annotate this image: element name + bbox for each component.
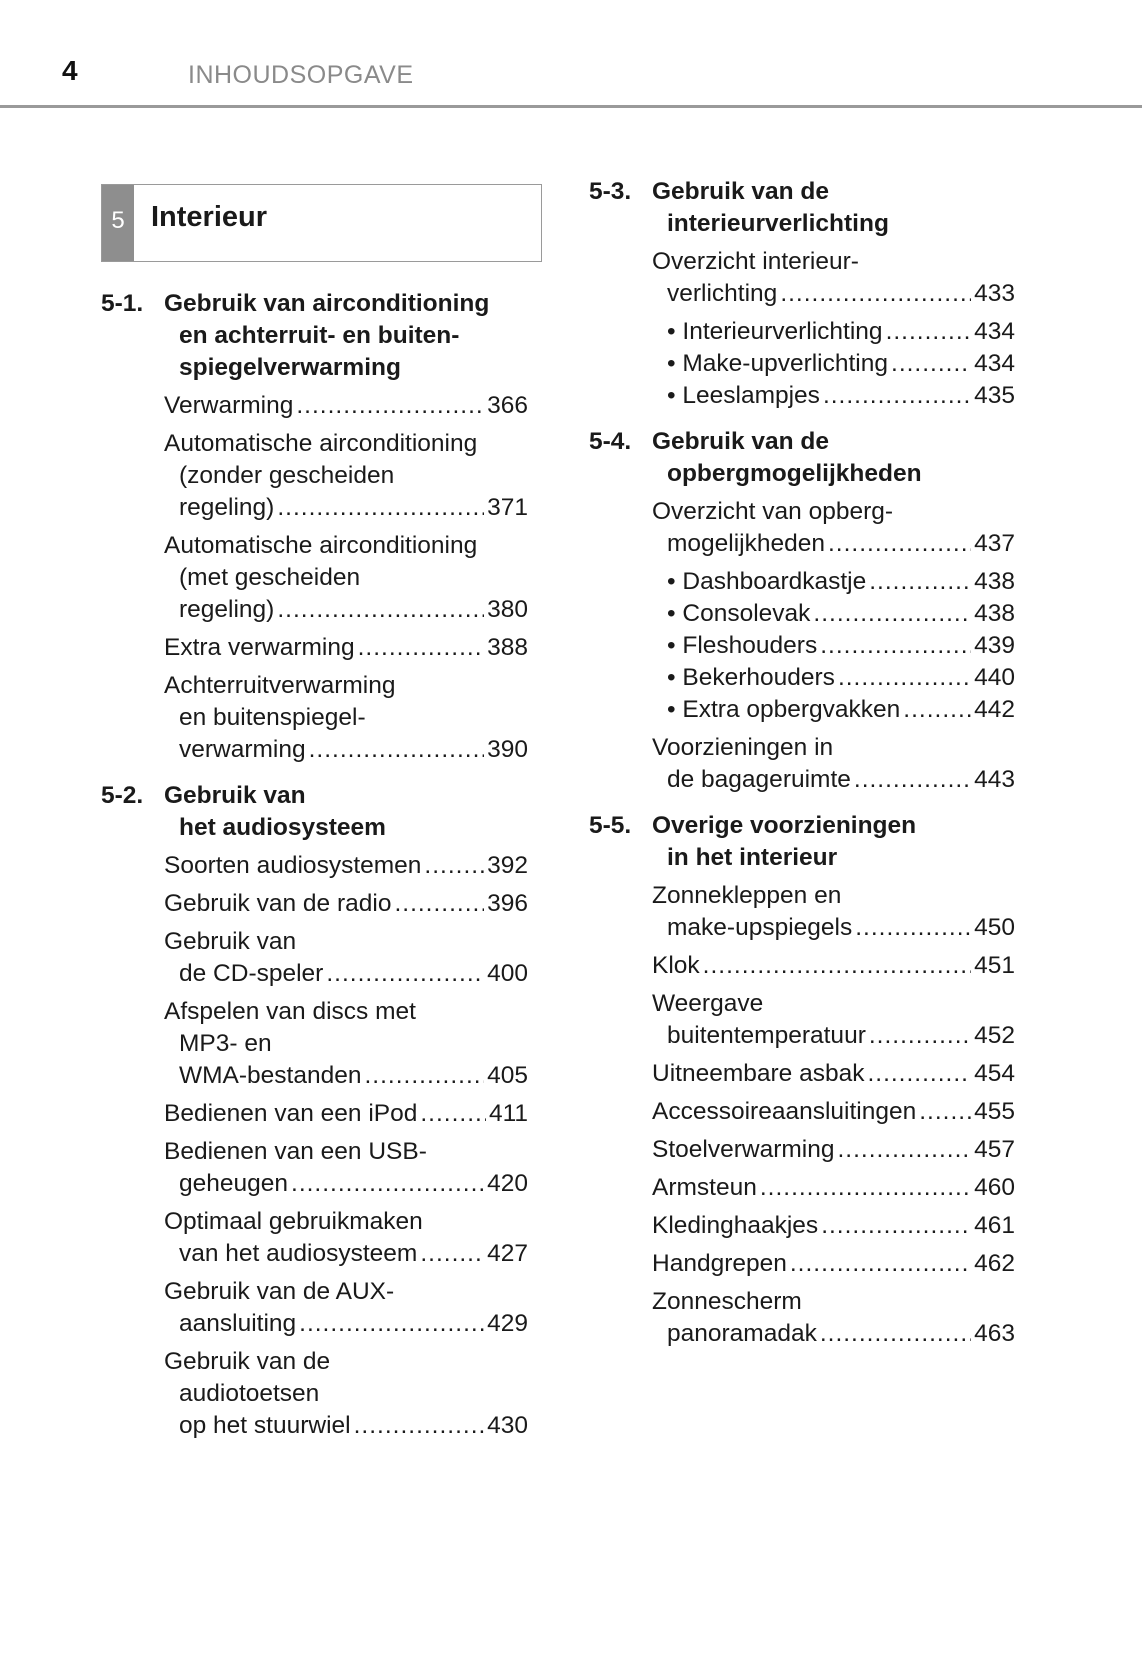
- entry-label-line: Afspelen van discs met: [164, 998, 416, 1025]
- section-heading: [589, 810, 1015, 874]
- dot-leader: [823, 380, 971, 412]
- entry-page-number: 462: [974, 1250, 1015, 1277]
- entry-page-number: 371: [487, 494, 528, 521]
- toc-entries: [164, 390, 528, 780]
- entry-label: Kledinghaakjes: [652, 1212, 819, 1239]
- toc-entry[interactable]: [652, 630, 1015, 662]
- section-title-line: in het interieur: [667, 844, 838, 871]
- section-heading: [589, 176, 1015, 240]
- toc-entry[interactable]: [164, 1346, 528, 1442]
- entry-page-number: 400: [487, 960, 528, 987]
- dot-leader: [358, 632, 485, 664]
- entry-label: • Make-upverlichting: [667, 350, 889, 377]
- entry-label: verwarming: [179, 736, 306, 763]
- entry-label: aansluiting: [179, 1310, 297, 1337]
- toc-entry[interactable]: [164, 390, 528, 422]
- entry-label-line: Zonnekleppen en: [652, 882, 842, 909]
- entry-page-number: 438: [974, 600, 1015, 627]
- toc-entry[interactable]: [164, 888, 528, 920]
- entry-last-line: [164, 958, 528, 990]
- dot-leader: [813, 598, 971, 630]
- toc-entry[interactable]: [164, 1136, 528, 1200]
- toc-column-right: [589, 176, 1015, 1364]
- toc-entries: [652, 880, 1015, 1364]
- entry-last-line: [164, 888, 528, 920]
- entry-last-line: [164, 734, 528, 766]
- dot-leader: [309, 734, 484, 766]
- entry-last-line: [164, 1308, 528, 1340]
- entry-label: • Interieurverlichting: [667, 318, 883, 345]
- section-number: 5-5.: [589, 812, 632, 839]
- entry-label-line: Zonnescherm: [652, 1288, 802, 1315]
- entry-label: verlichting: [667, 280, 778, 307]
- toc-section: [589, 176, 1015, 426]
- entry-label: • Fleshouders: [667, 632, 818, 659]
- entry-label: Soorten audiosystemen: [164, 852, 422, 879]
- entry-label: • Leeslampjes: [667, 382, 820, 409]
- entry-last-line: [164, 632, 528, 664]
- entry-label-line: (zonder gescheiden: [179, 462, 395, 489]
- entry-page-number: 427: [487, 1240, 528, 1267]
- section-heading: [101, 288, 528, 384]
- entry-label: panoramadak: [667, 1320, 817, 1347]
- entry-page-number: 454: [974, 1060, 1015, 1087]
- entry-last-line: [652, 764, 1015, 796]
- entry-label: Armsteun: [652, 1174, 757, 1201]
- entry-page-number: 443: [974, 766, 1015, 793]
- entry-page-number: 450: [974, 914, 1015, 941]
- toc-entry[interactable]: [164, 996, 528, 1092]
- dot-leader: [891, 348, 971, 380]
- toc-entry[interactable]: [652, 988, 1015, 1052]
- entry-last-line: [652, 1248, 1015, 1280]
- dot-leader: [790, 1248, 971, 1280]
- entry-label-line: audiotoetsen: [179, 1380, 320, 1407]
- entry-label-line: MP3- en: [179, 1030, 272, 1057]
- section-title-line: en achterruit- en buiten-: [179, 322, 460, 349]
- entry-page-number: 438: [974, 568, 1015, 595]
- section-heading: [101, 780, 528, 844]
- entry-last-line: [652, 1020, 1015, 1052]
- section-title: [652, 426, 1015, 490]
- entry-label-line: en buitenspiegel-: [179, 704, 366, 731]
- entry-last-line: [164, 850, 528, 882]
- toc-entries: [652, 246, 1015, 426]
- entry-label-line: Bedienen van een USB-: [164, 1138, 427, 1165]
- dot-leader: [326, 958, 484, 990]
- entry-label-line: Voorzieningen in: [652, 734, 834, 761]
- section-title-line: het audiosysteem: [179, 814, 386, 841]
- dot-leader: [820, 630, 971, 662]
- entry-last-line: [164, 594, 528, 626]
- entry-page-number: 434: [974, 350, 1015, 377]
- entry-last-line: [652, 348, 1015, 380]
- entry-last-line: [652, 630, 1015, 662]
- toc-entry[interactable]: [164, 670, 528, 766]
- dot-leader: [420, 1098, 486, 1130]
- toc-entry[interactable]: [652, 732, 1015, 796]
- entry-label-line: Overzicht interieur-: [652, 248, 859, 275]
- entry-label: Uitneembare asbak: [652, 1060, 865, 1087]
- toc-entry[interactable]: [164, 1276, 528, 1340]
- toc-entry[interactable]: [652, 598, 1015, 630]
- entry-label: Stoelverwarming: [652, 1136, 835, 1163]
- section-number: 5-4.: [589, 428, 632, 455]
- dot-leader: [903, 694, 971, 726]
- toc-entry[interactable]: [652, 246, 1015, 310]
- entry-last-line: [164, 1168, 528, 1200]
- entry-label: regeling): [179, 596, 275, 623]
- entry-label: • Consolevak: [667, 600, 811, 627]
- entry-label-line: Automatische airconditioning: [164, 430, 478, 457]
- entry-page-number: 430: [487, 1412, 528, 1439]
- entry-last-line: [164, 492, 528, 524]
- entry-label-line: Gebruik van: [164, 928, 297, 955]
- entry-page-number: 411: [488, 1100, 528, 1127]
- section-title: [652, 810, 1015, 874]
- entry-page-number: 434: [974, 318, 1015, 345]
- entry-label-line: Overzicht van opberg-: [652, 498, 894, 525]
- entry-page-number: 380: [487, 596, 528, 623]
- entry-page-number: 396: [487, 890, 528, 917]
- dot-leader: [828, 528, 971, 560]
- entry-page-number: 420: [487, 1170, 528, 1197]
- dot-leader: [838, 662, 971, 694]
- dot-leader: [394, 888, 484, 920]
- chapter-number-tab: 5: [102, 185, 134, 261]
- entry-label: make-upspiegels: [667, 914, 853, 941]
- entry-label: geheugen: [179, 1170, 289, 1197]
- entry-page-number: 440: [974, 664, 1015, 691]
- entry-label: Klok: [652, 952, 700, 979]
- entry-label: Accessoireaansluitingen: [652, 1098, 917, 1125]
- toc-entry[interactable]: [164, 1098, 528, 1130]
- entry-label: de bagageruimte: [667, 766, 851, 793]
- header-title: INHOUDSOPGAVE: [188, 61, 414, 89]
- toc-entry[interactable]: [164, 926, 528, 990]
- toc-entries: [652, 496, 1015, 810]
- dot-leader: [420, 1238, 484, 1270]
- toc-section: [101, 780, 528, 1456]
- entry-label-line: Achterruitverwarming: [164, 672, 396, 699]
- dot-leader: [867, 1058, 971, 1090]
- entry-last-line: [652, 950, 1015, 982]
- entry-label: Extra verwarming: [164, 634, 355, 661]
- dot-leader: [854, 764, 971, 796]
- toc-entry[interactable]: [652, 1248, 1015, 1280]
- entry-label-line: Optimaal gebruikmaken: [164, 1208, 423, 1235]
- entry-last-line: [652, 528, 1015, 560]
- header-rule: [0, 105, 1142, 108]
- toc-column-left: [101, 288, 528, 1456]
- dot-leader: [354, 1410, 485, 1442]
- entry-page-number: 452: [974, 1022, 1015, 1049]
- dot-leader: [296, 390, 484, 422]
- dot-leader: [886, 316, 972, 348]
- entry-page-number: 457: [974, 1136, 1015, 1163]
- dot-leader: [837, 1134, 971, 1166]
- entry-label: de CD-speler: [179, 960, 324, 987]
- entry-last-line: [652, 1172, 1015, 1204]
- entry-label-line: Gebruik van de: [164, 1348, 331, 1375]
- toc-entry[interactable]: [652, 380, 1015, 412]
- entry-label: Verwarming: [164, 392, 294, 419]
- entry-last-line: [652, 1210, 1015, 1242]
- entry-page-number: 388: [487, 634, 528, 661]
- section-number: 5-2.: [101, 782, 144, 809]
- toc-entry[interactable]: [652, 1210, 1015, 1242]
- entry-label: regeling): [179, 494, 275, 521]
- entry-last-line: [164, 1238, 528, 1270]
- toc-entry[interactable]: [652, 1096, 1015, 1128]
- dot-leader: [277, 492, 484, 524]
- section-title: [164, 288, 528, 384]
- dot-leader: [424, 850, 484, 882]
- entry-page-number: 429: [487, 1310, 528, 1337]
- entry-last-line: [652, 598, 1015, 630]
- entry-label: Gebruik van de radio: [164, 890, 392, 917]
- entry-page-number: 460: [974, 1174, 1015, 1201]
- entry-label: mogelijkheden: [667, 530, 825, 557]
- entry-last-line: [652, 278, 1015, 310]
- entry-last-line: [652, 380, 1015, 412]
- dot-leader: [291, 1168, 484, 1200]
- entry-page-number: 442: [974, 696, 1015, 723]
- toc-entry[interactable]: [652, 880, 1015, 944]
- dot-leader: [277, 594, 484, 626]
- entry-label: Bedienen van een iPod: [164, 1100, 418, 1127]
- page-number: 4: [62, 55, 78, 86]
- section-title-line: interieurverlichting: [667, 210, 889, 237]
- section-title-line: Gebruik van airconditioning: [164, 290, 490, 317]
- entry-last-line: [652, 694, 1015, 726]
- dot-leader: [703, 950, 971, 982]
- dot-leader: [919, 1096, 971, 1128]
- entry-page-number: 392: [487, 852, 528, 879]
- entry-last-line: [652, 566, 1015, 598]
- section-title-line: opbergmogelijkheden: [667, 460, 922, 487]
- dot-leader: [821, 1210, 971, 1242]
- section-title-line: spiegelverwarming: [179, 354, 401, 381]
- toc-entry[interactable]: [652, 694, 1015, 726]
- entry-label: Handgrepen: [652, 1250, 787, 1277]
- entry-last-line: [652, 1096, 1015, 1128]
- entry-page-number: 435: [974, 382, 1015, 409]
- entry-page-number: 390: [487, 736, 528, 763]
- toc-entry[interactable]: [652, 348, 1015, 380]
- toc-entry[interactable]: [164, 530, 528, 626]
- dot-leader: [855, 912, 971, 944]
- chapter-heading: [101, 184, 542, 262]
- entry-page-number: 433: [974, 280, 1015, 307]
- dot-leader: [299, 1308, 484, 1340]
- toc-section: [589, 426, 1015, 810]
- toc-section: [589, 810, 1015, 1364]
- toc-entry[interactable]: [164, 632, 528, 664]
- entry-label: WMA-bestanden: [179, 1062, 362, 1089]
- section-number: 5-1.: [101, 290, 144, 317]
- entry-label: • Bekerhouders: [667, 664, 835, 691]
- toc-entry[interactable]: [164, 428, 528, 524]
- entry-page-number: 366: [487, 392, 528, 419]
- section-title: [164, 780, 528, 844]
- entry-label: • Dashboardkastje: [667, 568, 867, 595]
- entry-last-line: [652, 662, 1015, 694]
- dot-leader: [820, 1318, 971, 1350]
- entry-page-number: 405: [487, 1062, 528, 1089]
- entry-label: • Extra opbergvakken: [667, 696, 901, 723]
- entry-last-line: [164, 1410, 528, 1442]
- entry-label-line: Gebruik van de AUX-: [164, 1278, 395, 1305]
- entry-last-line: [652, 1318, 1015, 1350]
- dot-leader: [760, 1172, 971, 1204]
- toc-entry[interactable]: [652, 1172, 1015, 1204]
- chapter-title: Interieur: [151, 201, 268, 233]
- section-title-line: Gebruik van: [164, 782, 306, 809]
- section-title: [652, 176, 1015, 240]
- entry-last-line: [652, 912, 1015, 944]
- page-header: [0, 0, 1142, 108]
- toc-entry[interactable]: [652, 662, 1015, 694]
- section-heading: [589, 426, 1015, 490]
- toc-entry[interactable]: [652, 496, 1015, 560]
- entry-label: op het stuurwiel: [179, 1412, 351, 1439]
- entry-label-line: (met gescheiden: [179, 564, 361, 591]
- entry-last-line: [652, 1058, 1015, 1090]
- entry-last-line: [164, 1060, 528, 1092]
- section-number: 5-3.: [589, 178, 632, 205]
- dot-leader: [869, 566, 971, 598]
- entry-page-number: 463: [974, 1320, 1015, 1347]
- entry-last-line: [652, 316, 1015, 348]
- toc-entry[interactable]: [652, 1058, 1015, 1090]
- entry-label: van het audiosysteem: [179, 1240, 418, 1267]
- section-title-line: Overige voorzieningen: [652, 812, 917, 839]
- entry-page-number: 439: [974, 632, 1015, 659]
- entry-last-line: [652, 1134, 1015, 1166]
- entry-page-number: 437: [974, 530, 1015, 557]
- dot-leader: [869, 1020, 971, 1052]
- entry-label-line: Weergave: [652, 990, 764, 1017]
- section-title-line: Gebruik van de: [652, 428, 830, 455]
- entry-page-number: 455: [974, 1098, 1015, 1125]
- toc-entry[interactable]: [652, 1134, 1015, 1166]
- toc-entry[interactable]: [652, 950, 1015, 982]
- toc-section: [101, 288, 528, 780]
- dot-leader: [780, 278, 971, 310]
- entry-label: buitentemperatuur: [667, 1022, 866, 1049]
- toc-entry[interactable]: [652, 1286, 1015, 1350]
- entry-last-line: [164, 390, 528, 422]
- entry-page-number: 451: [974, 952, 1015, 979]
- dot-leader: [364, 1060, 484, 1092]
- section-title-line: Gebruik van de: [652, 178, 830, 205]
- entry-last-line: [164, 1098, 528, 1130]
- entry-page-number: 461: [974, 1212, 1015, 1239]
- toc-entry[interactable]: [652, 316, 1015, 348]
- toc-entry[interactable]: [164, 850, 528, 882]
- toc-entry[interactable]: [652, 566, 1015, 598]
- toc-entry[interactable]: [164, 1206, 528, 1270]
- toc-entries: [164, 850, 528, 1456]
- entry-label-line: Automatische airconditioning: [164, 532, 478, 559]
